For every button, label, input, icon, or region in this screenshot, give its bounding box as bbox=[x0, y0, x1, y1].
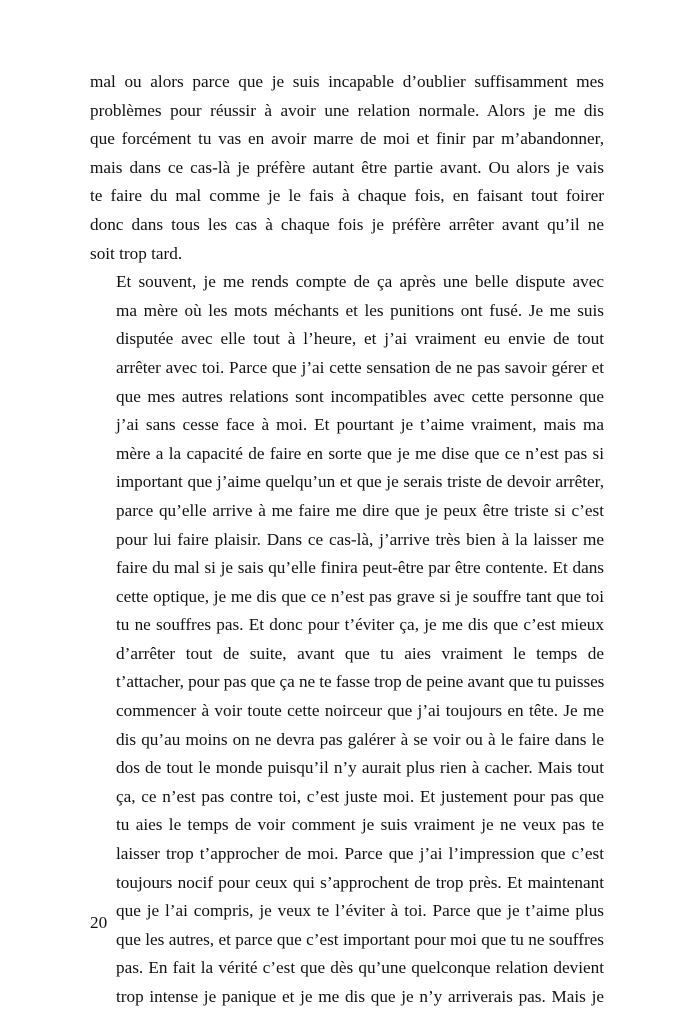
text-line: que forcément tu vas en avoir marre de moi et finir par m’abandonner, bbox=[90, 129, 604, 149]
text-line: important que j’aime quelqu’un et que je serais triste de devoir arrêter, bbox=[116, 472, 604, 492]
text-line: t’attacher, pour pas que ça ne te fasse trop de peine avant que tu puisses bbox=[116, 672, 605, 692]
text-line: pour lui faire plaisir. Dans ce cas-là, j’arrive très bien à la laisser me bbox=[116, 529, 604, 549]
text-line: trop intense je panique et je me dis que je n’y arriverais pas. Mais je bbox=[116, 987, 604, 1006]
paragraph bbox=[90, 268, 604, 1011]
text-line: problèmes pour réussir à avoir une relation normale. Alors je me dis bbox=[90, 100, 604, 120]
text-line: j’ai sans cesse face à moi. Et pourtant je t’aime vraiment, mais ma bbox=[116, 415, 604, 435]
text-line: arrêter avec toi. Parce que j’ai cette sensation de ne pas savoir gérer et bbox=[116, 357, 604, 377]
text-line: tu ne souffres pas. Et donc pour t’éviter ça, je me dis que c’est mieux bbox=[116, 615, 604, 635]
text-line: d’arrêter tout de suite, avant que tu aies vraiment le temps de bbox=[116, 643, 604, 663]
body-text bbox=[90, 68, 604, 1012]
text-line: donc dans tous les cas à chaque fois je préfère arrêter avant qu’il ne bbox=[90, 214, 604, 234]
text-line: mal ou alors parce que je suis incapable d’oublier suffisamment mes bbox=[90, 72, 604, 91]
text-line: faire du mal si je sais qu’elle finira peut-être par être contente. Et dans bbox=[116, 558, 604, 578]
text-line: que je l’ai compris, je veux te l’éviter à toi. Parce que je t’aime plus bbox=[116, 901, 604, 921]
text-line: Et souvent, je me rends compte de ça après une belle dispute avec bbox=[116, 272, 604, 292]
text-line: soit trop tard. bbox=[90, 243, 183, 263]
text-line: que les autres, et parce que c’est important pour moi que tu ne souffres bbox=[116, 929, 604, 949]
text-line: disputée avec elle tout à l’heure, et j’ai vraiment eu envie de tout bbox=[116, 329, 604, 349]
text-line: cette optique, je me dis que ce n’est pas grave si je souffre tant que toi bbox=[116, 586, 604, 606]
page-number: 20 bbox=[90, 913, 108, 932]
text-line: dos de tout le monde puisqu’il n’y aurait plus rien à cacher. Mais tout bbox=[116, 758, 604, 778]
text-line: toujours nocif pour ceux qui s’approchent de trop près. Et maintenant bbox=[116, 872, 604, 892]
paragraph bbox=[90, 68, 604, 268]
text-line: ça, ce n’est pas contre toi, c’est juste moi. Et justement pour pas que bbox=[116, 786, 604, 806]
text-line: commencer à voir toute cette noirceur que j’ai toujours en tête. Je me bbox=[116, 701, 604, 721]
text-line: ma mère où les mots méchants et les punitions ont fusé. Je me suis bbox=[116, 300, 604, 320]
text-line: dis qu’au moins on ne devra pas galérer à se voir ou à le faire dans le bbox=[116, 729, 604, 749]
text-line: que mes autres relations sont incompatibles avec cette personne que bbox=[116, 386, 604, 406]
text-line: mais dans ce cas-là je préfère autant être partie avant. Ou alors je vais bbox=[90, 157, 604, 177]
text-line: te faire du mal comme je le fais à chaque fois, en faisant tout foirer bbox=[90, 186, 604, 206]
text-line: mère a la capacité de faire en sorte que je me dise que ce n’est pas si bbox=[116, 443, 604, 463]
text-line: laisser trop t’approcher de moi. Parce que j’ai l’impression que c’est bbox=[116, 844, 604, 864]
text-line: parce qu’elle arrive à me faire me dire que je peux être triste si c’est bbox=[116, 500, 604, 520]
text-line: tu aies le temps de voir comment je suis vraiment je ne veux pas te bbox=[116, 815, 604, 835]
text-line: pas. En fait la vérité c’est que dès qu’une quelconque relation devient bbox=[116, 958, 604, 978]
